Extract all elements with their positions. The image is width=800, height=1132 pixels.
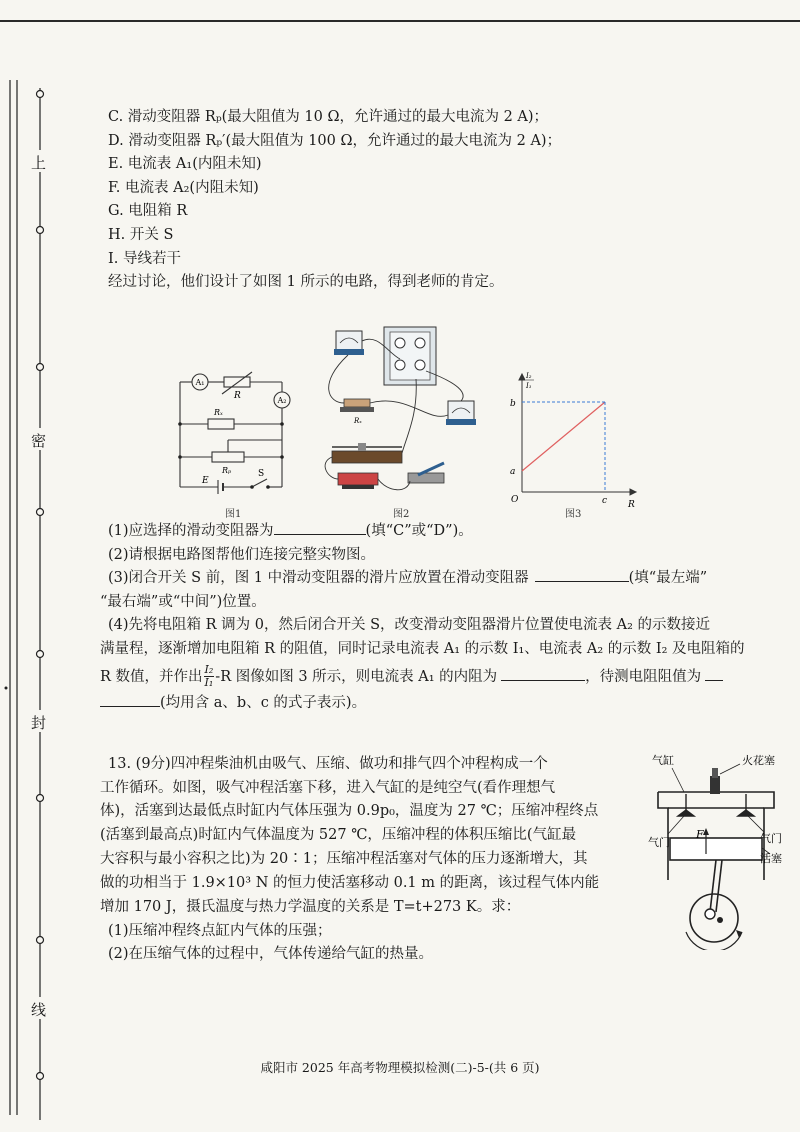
figure-2-apparatus: [318, 323, 488, 503]
equipment-list: [100, 106, 790, 295]
q13-line-3: 体)，活塞到达最低点时缸内气体压强为 0.9p₀，温度为 27 ℃；压缩冲程终点: [100, 803, 599, 820]
question-4-line-3: R 数值，并作出 $\frac{\text{I₂}}{\text{I₁}}$ -R 图像如图 3 所示，则电流表 A₁ 的内阻为 ，待测电阻阻值为: [100, 662, 790, 692]
q13-line-6: 做的功相当于 1.9×10³ N 的恒力使活塞移动 0.1 m 的距离，该过程气体内能: [100, 874, 600, 891]
engine-figure: [644, 750, 794, 950]
answer-blank-4a[interactable]: [501, 666, 585, 681]
q13-sub-1: (1)压缩冲程终点缸内气体的压强；: [108, 922, 332, 939]
item-e: E. 电流表 A₁(内阻未知): [108, 156, 262, 173]
figure-1-caption: 图1: [225, 509, 242, 520]
engine-cylinder-label: 气缸: [652, 754, 674, 767]
questions-block: [100, 520, 790, 715]
fig2-rx-label: Rₓ: [354, 417, 362, 425]
engine-valve-right-label: 气门: [760, 832, 782, 845]
fig1-s-label: S: [258, 469, 265, 479]
q13-line-4: (活塞到最高点)时缸内气体温度为 527 ℃，压缩冲程的体积压缩比(气缸最: [100, 827, 577, 844]
fig3-b-label: b: [510, 399, 516, 409]
fig3-y-den: I₁: [526, 382, 532, 390]
item-c: C. 滑动变阻器 Rₚ(最大阻值为 10 Ω，允许通过的最大电流为 2 A)；: [108, 109, 549, 125]
fig3-y-num: I₂: [526, 372, 532, 380]
intro-text: 经过讨论，他们设计了如图 1 所示的电路，得到老师的肯定。: [108, 274, 504, 291]
question-2: (2)请根据电路图帮他们连接完整实物图。: [108, 546, 376, 563]
engine-spark-plug-label: 火花塞: [742, 754, 775, 767]
figure-2-caption: 图2: [393, 509, 410, 520]
fig1-rx-label: Rₓ: [214, 408, 223, 417]
fig3-origin-label: O: [511, 495, 519, 505]
question-4-line-4: (均用含 a、b、c 的式子表示)。: [100, 692, 790, 716]
i2-over-i1-fraction: $\frac{\text{I₂}}{\text{I₁}}$: [204, 663, 214, 690]
q13-sub-2: (2)在压缩气体的过程中，气体传递给气缸的热量。: [108, 946, 434, 963]
fig1-e-label: E: [202, 476, 209, 486]
item-d: D. 滑动变阻器 Rₚ′(最大阻值为 100 Ω，允许通过的最大电流为 2 A)；: [108, 132, 562, 149]
item-h: H. 开关 S: [108, 226, 174, 243]
item-f: F. 电流表 A₂(内阻未知): [108, 179, 259, 196]
binding-mark-feng: 封: [31, 714, 47, 732]
fig1-r-label: R: [234, 391, 241, 401]
q13-line-7: 增加 170 J，摄氏温度与热力学温度的关系是 T=t+273 K。求：: [100, 899, 521, 915]
fig1-rp-label: Rₚ: [222, 466, 232, 475]
question-13: [100, 753, 642, 895]
figure-3-caption: 图3: [565, 509, 582, 520]
q13-line-2: 工作循环。如图，吸气冲程活塞下移，进入气缸的是纯空气(看作理想气: [100, 779, 556, 796]
engine-valve-left-label: 气门: [648, 836, 670, 849]
question-1: (1)应选择的滑动变阻器为 (填“C”或“D”)。: [100, 520, 790, 544]
engine-force-label: F: [696, 828, 704, 841]
answer-blank-3[interactable]: [535, 567, 629, 582]
binding-mark-shang: 上: [31, 154, 47, 172]
fig1-a2-label: A₂: [277, 396, 287, 405]
binding-mark-mi: 密: [31, 432, 47, 450]
answer-blank-4b-cont[interactable]: [100, 692, 160, 707]
engine-piston-label: 活塞: [760, 852, 782, 865]
fig3-a-label: a: [510, 467, 516, 477]
question-4-line-2: 满量程，逐渐增加电阻箱 R 的阻值，同时记录电流表 A₁ 的示数 I₁、电流表 A₂ 的示数 I₂ 及电阻箱的: [100, 640, 745, 657]
top-rule: [0, 20, 800, 22]
fig3-x-label: R: [628, 500, 635, 508]
question-3-line-1: (3)闭合开关 S 前，图 1 中滑动变阻器的滑片应放置在滑动变阻器 (填“最左端”: [100, 567, 790, 591]
fig3-data-line: [522, 402, 605, 471]
page-footer: 咸阳市 2025 年高考物理模拟检测(二)-5-(共 6 页): [260, 1060, 540, 1075]
fig3-c-label: c: [602, 496, 608, 506]
figure-3-graph: [508, 368, 648, 508]
answer-blank-4b[interactable]: [705, 666, 723, 681]
q13-line-5: 大容积与最小容积之比)为 20∶1；压缩冲程活塞对气体的压力逐渐增大，其: [100, 850, 588, 867]
answer-blank-1[interactable]: [274, 520, 366, 535]
fig1-a1-label: A₁: [195, 378, 205, 387]
binding-mark-xian: 线: [31, 1001, 47, 1019]
figure-1-circuit: [172, 362, 302, 502]
question-4-line-1: (4)先将电阻箱 R 调为 0，然后闭合开关 S，改变滑动变阻器滑片位置使电流表 A₂ 的示数接近: [108, 617, 711, 634]
binding-margin: [0, 60, 60, 1120]
item-i: I. 导线若干: [108, 250, 181, 267]
item-g: G. 电阻箱 R: [108, 203, 188, 220]
q13-line-1: 13. (9分)四冲程柴油机由吸气、压缩、做功和排气四个冲程构成一个: [108, 756, 548, 772]
question-3-line-2: “最右端”或“中间”)位置。: [100, 593, 266, 610]
